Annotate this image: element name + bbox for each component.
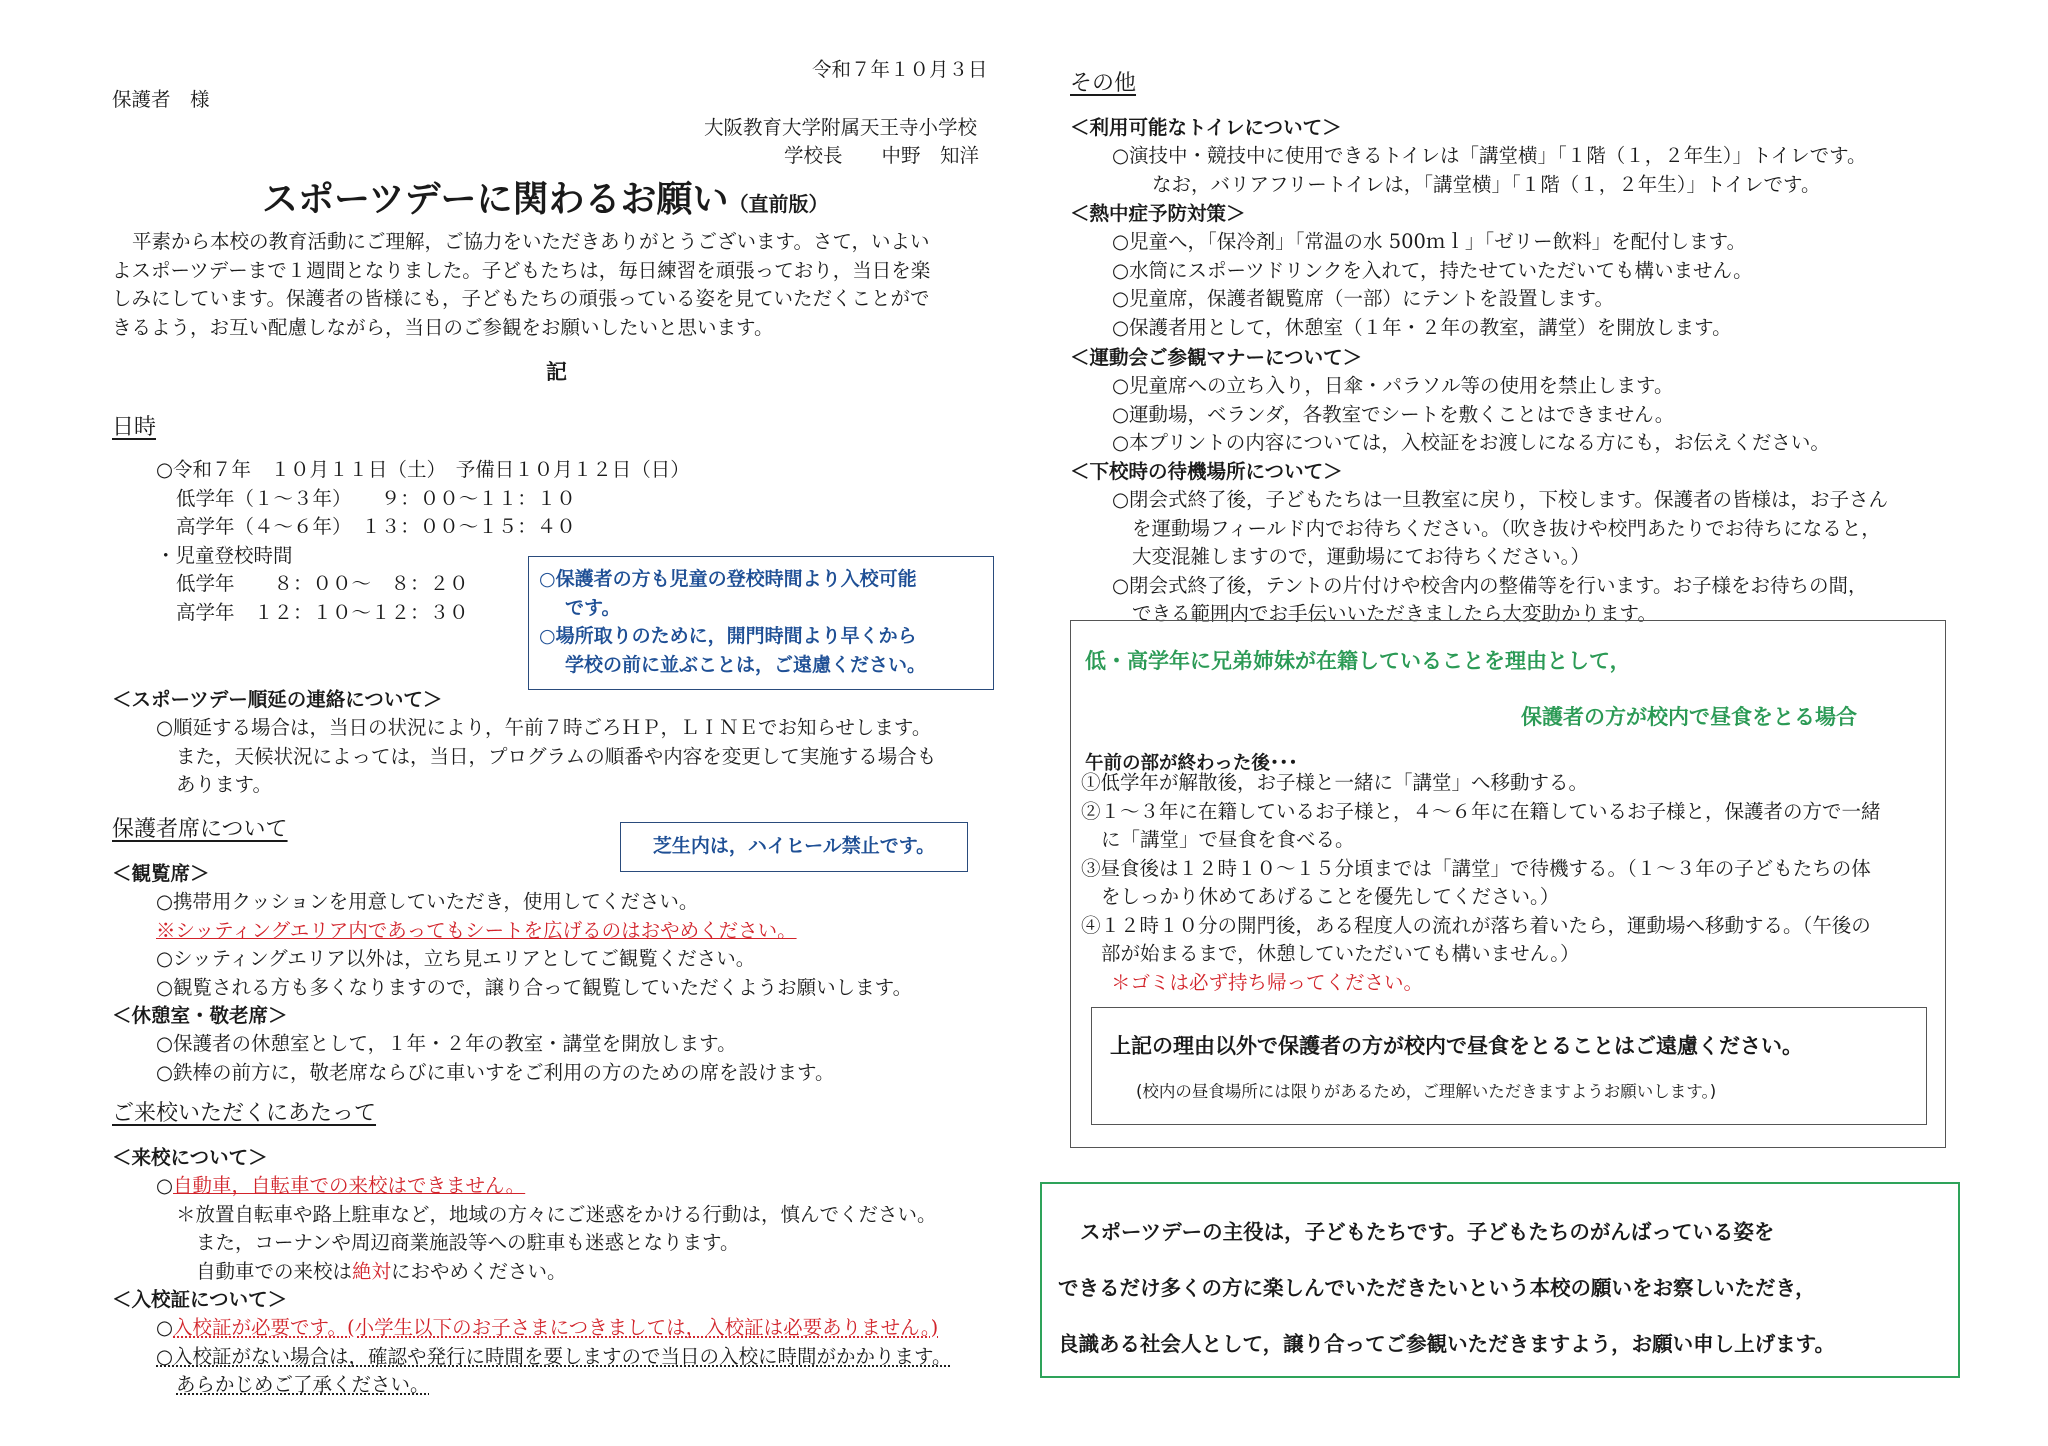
datetime-line: 低学年 ８：００～ ８：２０ [176,572,469,595]
lunch-steps [1081,769,1881,997]
entry-note-box [528,556,994,690]
viewing-line: ○シッティングエリア以外は，立ち見エリアとしてご観覧ください。 [156,947,756,970]
intro-line: きるよう，お互い配慮しながら，当日のご参観をお願いしたいと思います。 [112,315,774,339]
rest-line: ○鉄棒の前方に，敬老席ならびに車いすをご利用の方のための席を設けます。 [156,1060,835,1084]
arrival-line: また，コーナンや周辺商業施設等への駐車も迷惑となります。 [196,1231,740,1254]
datetime-line: 高学年（４～６年） １３：００～１５：４０ [176,515,576,538]
datetime-line: 高学年 １２：１０～１２：３０ [176,600,469,624]
refrain-box [1091,1007,1927,1125]
high-heel-notice: 芝生内は，ハイヒール禁止です。 [620,822,968,872]
toilet-line: ○演技中・競技中に使用できるトイレは「講堂横」「１階（１，２年生）」トイレです。 [1112,144,1867,167]
page-title [262,178,829,226]
heat-heading: ＜熱中症予防対策＞ [1070,202,1246,225]
arrival-warning: ○自動車，自転車での来校はできません。 [156,1174,526,1197]
heat-line: ○保護者用として，休憩室（１年・２年の教室，講堂）を開放します。 [1112,315,1732,339]
heat-line: ○児童へ，「保冷剤」「常温の水 500ｍｌ」「ゼリー飲料」を配付します。 [1112,230,1747,253]
wait-line: できる範囲内でお手伝いいただきましたら大変助かります。 [1132,602,1657,625]
rest-heading: ＜休憩室・敬老席＞ [112,1004,288,1027]
viewing-list [156,888,912,1002]
toilet-list [1112,142,1867,199]
date: 令和７年１０月３日 [812,58,988,81]
entry-note-line: 学校の前に並ぶことは，ご遠慮ください。 [565,653,927,676]
wait-line: を運動場フィールド内でお待ちください。（吹き抜けや校門あたりでお待ちになると， [1132,516,1881,540]
lunch-step: ①低学年が解散後，お子様と一緒に「講堂」へ移動する。 [1081,771,1589,794]
lunch-after: 午前の部が終わった後･･･ [1085,753,1298,774]
postpone-line: ○順延する場合は，当日の状況により，午前７時ごろＨＰ，ＬＩＮＥでお知らせします。 [156,716,932,739]
toilet-heading: ＜利用可能なトイレについて＞ [1070,116,1342,139]
viewing-warning: ※シッティングエリア内であってもシートを広げるのはおやめください。 [156,918,797,942]
datetime-line: 低学年（１～３年） ９：００～１１：１０ [176,486,576,510]
datetime-line: ・児童登校時間 [156,543,293,567]
intro-line: 平素から本校の教育活動にご理解，ご協力をいただきありがとうございます。さて，いよい [132,230,930,253]
wait-line: 大変混雑しますので，運動場にてお待ちください。） [1132,545,1590,568]
datetime-heading: 日時 [112,415,157,440]
lunch-title-2: 保護者の方が校内で昼食をとる場合 [1521,705,1857,729]
toilet-line: なお，バリアフリートイレは，「講堂横」「１階（１，２年生）」トイレです。 [1152,172,1821,196]
entry-note-line: ○場所取りのために，開門時間より早くから [539,625,917,647]
closing-line: できるだけ多くの方に楽しんでいただきたいという本校の願いをお察しいただき， [1058,1276,1816,1300]
lunch-step: をしっかり休めてあげることを優先してください。） [1101,885,1560,908]
intro-line: よスポーツデーまで１週間となりました。子どもたちは，毎日練習を頑張っており，当日を楽 [112,258,931,282]
intro-line: しみにしています。保護者の皆様にも，子どもたちの頑張っている姿を見ていただくことがで [112,287,930,310]
heat-list [1112,228,1753,342]
manner-line: ○運動場，ベランダ，各教室でシートを敷くことはできません。 [1112,402,1675,426]
entry-note-line: ○保護者の方も児童の登校時間より入校可能 [539,568,917,590]
wait-heading: ＜下校時の待機場所について＞ [1070,460,1343,483]
lunch-title-1: 低・高学年に兄弟姉妹が在籍していることを理由として， [1085,649,1631,673]
viewing-line: ○観覧される方も多くなりますので，譲り合って観覧していただくようお願いします。 [156,975,913,999]
postpone-line: また，天候状況によっては，当日，プログラムの順番や内容を変更して実施する場合も [176,744,937,768]
postpone-heading: ＜スポーツデー順延の連絡について＞ [112,688,443,711]
manner-line: ○児童席への立ち入り，日傘・パラソル等の使用を禁止します。 [1112,374,1674,397]
pass-heading: ＜入校証について＞ [112,1288,288,1311]
lunch-step: ③昼食後は１２時１０～１５分頃までは「講堂」で待機する。（１～３年の子どもたちの体 [1081,856,1871,880]
closing-line: スポーツデーの主役は，子どもたちです。子どもたちのがんばっている姿を [1080,1220,1775,1244]
manner-list [1112,372,1830,458]
lunch-step: ②１～３年に在籍しているお子様と，４～６年に在籍しているお子様と，保護者の方で一緒 [1081,799,1881,823]
heat-line: ○水筒にスポーツドリンクを入れて，持たせていただいても構いません。 [1112,258,1753,282]
postpone-line: あります。 [176,773,272,796]
pass-line: ○入校証がない場合は，確認や発行に時間を要しますので当日の入校に時間がかかります。 [156,1344,952,1368]
rest-line: ○保護者の休憩室として，１年・２年の教室・講堂を開放します。 [156,1032,737,1055]
closing-message-box [1040,1182,1960,1378]
lunch-step: に「講堂」で昼食を食べる。 [1101,828,1355,851]
viewing-heading: ＜観覧席＞ [112,862,210,885]
lunch-step: ④１２時１０分の開門後，ある程度人の流れが落ち着いたら，運動場へ移動する。（午後の [1081,913,1871,937]
seats-heading: 保護者席について [112,817,288,842]
postpone-list [156,714,936,800]
lunch-step: 部が始まるまで，休憩していただいても構いません。） [1101,942,1580,965]
page-title-suffix: （直前版） [728,192,829,216]
refrain-note: (校内の昼食場所には限りがあるため，ご理解いただきますようお願いします。) [1136,1082,1717,1101]
manner-heading: ＜運動会ご参観マナーについて＞ [1070,346,1363,369]
heat-line: ○児童席，保護者観覧席（一部）にテントを設置します。 [1112,287,1614,310]
closing-line: 良識ある社会人として，譲り合ってご参観いただきますよう，お願い申し上げます。 [1058,1332,1835,1356]
datetime-line: ○令和７年 １０月１１日（土） 予備日１０月１２日（日） [156,458,690,481]
arrival-line: 自動車での来校は絶対におやめください。 [196,1259,567,1283]
school-name: 大阪教育大学附属天王寺小学校 [704,116,978,139]
refrain-text: 上記の理由以外で保護者の方が校内で昼食をとることはご遠慮ください。 [1110,1034,1803,1058]
arrival-line: ＊放置自転車や路上駐車など，地域の方々にご迷惑をかける行動は，慎んでください。 [176,1202,937,1226]
wait-list [1112,486,1888,629]
wait-line: ○閉会式終了後，子どもたちは一旦教室に戻り，下校します。保護者の皆様は，お子さん [1112,488,1888,511]
arrival-heading: ＜来校について＞ [112,1146,268,1169]
principal-name: 学校長 中野 知洋 [784,144,980,167]
page-title-main: スポーツデーに関わるお願い [262,179,729,220]
intro-paragraph [112,228,930,342]
pass-warning: ○入校証が必要です。(小学生以下のお子さまにつきましては，入校証は必要ありません。) [156,1316,939,1339]
visit-heading: ご来校いただくにあたって [112,1101,377,1126]
other-heading: その他 [1070,71,1137,96]
pass-line: あらかじめご了承ください。 [176,1373,430,1396]
entry-note-line: です。 [565,596,621,619]
garbage-note: ＊ゴミは必ず持ち帰ってください。 [1111,970,1424,994]
arrival-list [156,1172,937,1286]
lunch-box [1070,620,1946,1148]
wait-line: ○閉会式終了後，テントの片付けや校舎内の整備等を行います。お子様をお待ちの間， [1112,573,1868,597]
manner-line: ○本プリントの内容については，入校証をお渡しになる方にも，お伝えください。 [1112,431,1830,454]
viewing-line: ○携帯用クッションを用意していただき，使用してください。 [156,890,699,913]
rest-list [156,1030,834,1087]
recipient: 保護者 様 [112,88,210,111]
ki-mark: 記 [546,360,567,384]
pass-list [156,1314,951,1400]
